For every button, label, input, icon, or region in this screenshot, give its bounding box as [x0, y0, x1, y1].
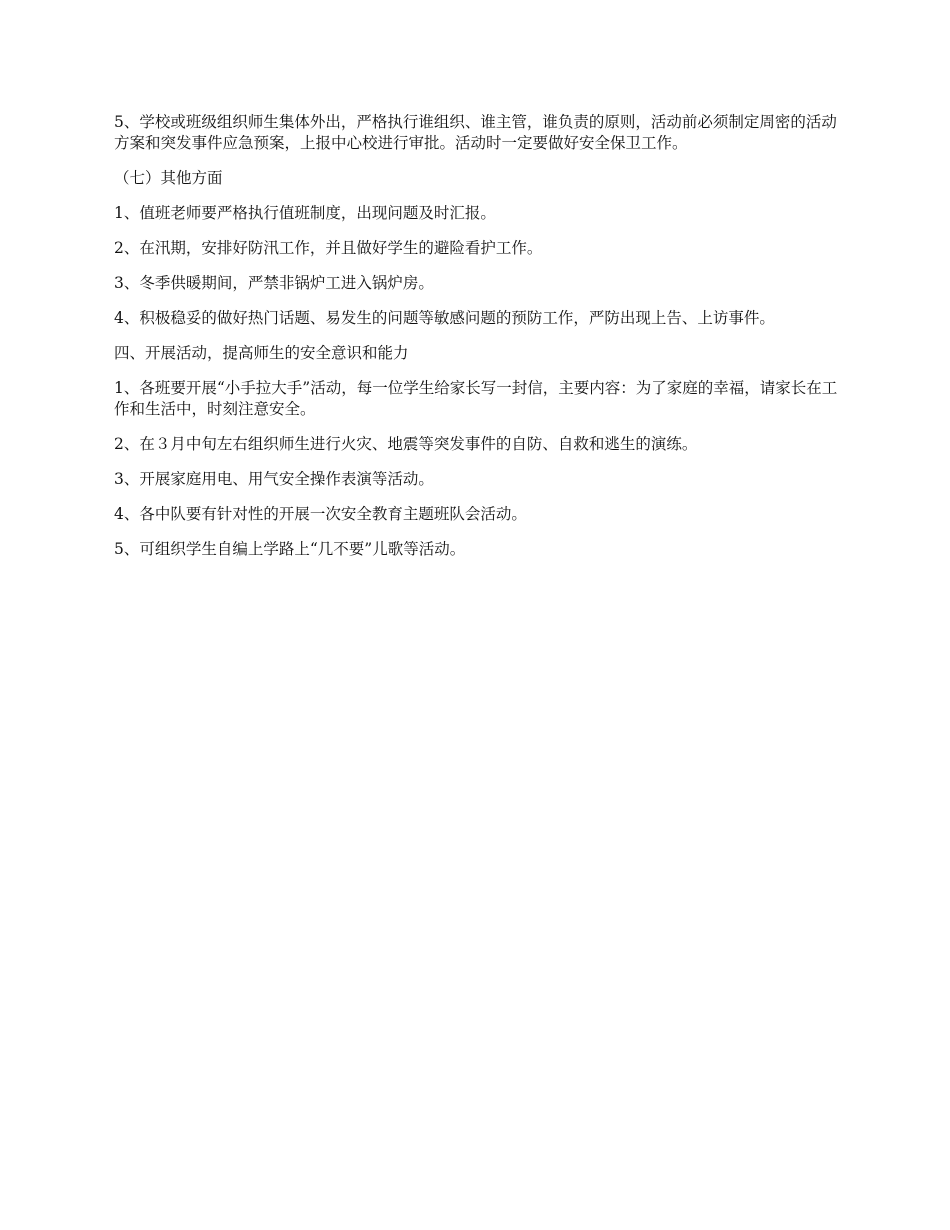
paragraph-item-2-flood: 2、在汛期，安排好防汛工作，并且做好学生的避险看护工作。 — [114, 239, 543, 257]
paragraph-item-5-songs: 5、可组织学生自编上学路上“几不要”儿歌等活动。 — [114, 540, 466, 558]
paragraph-item-4-sensitive: 4、积极稳妥的做好热门话题、易发生的问题等敏感问题的预防工作，严防出现上告、上访事件。 — [114, 309, 775, 327]
paragraph-item-1-duty: 1、值班老师要严格执行值班制度，出现问题及时汇报。 — [114, 204, 496, 222]
paragraph-item-2-drill: 2、在３月中旬左右组织师生进行火灾、地震等突发事件的自防、自救和逃生的演练。 — [114, 435, 698, 453]
paragraph-item-3-heating: 3、冬季供暖期间，严禁非锅炉工进入锅炉房。 — [114, 274, 434, 292]
paragraph-item-5-outing: 5、学校或班级组织师生集体外出，严格执行谁组织、谁主管，谁负责的原则，活动前必须制定周密的活动方案和突发事件应急预案，上报中心校进行审批。活动时一定要做好安全保卫工作。 — [114, 113, 837, 152]
paragraph-item-4-class-meeting: 4、各中队要有针对性的开展一次安全教育主题班队会活动。 — [114, 505, 527, 523]
section-heading-activities: 四、开展活动，提高师生的安全意识和能力 — [114, 344, 409, 362]
paragraph-item-3-demo: 3、开展家庭用电、用气安全操作表演等活动。 — [114, 470, 434, 488]
section-heading-other: （七）其他方面 — [114, 169, 223, 187]
paragraph-item-1-letter: 1、各班要开展“小手拉大手”活动，每一位学生给家长写一封信，主要内容：为了家庭的幸福，请家长在工作和生活中，时刻注意安全。 — [114, 379, 838, 418]
